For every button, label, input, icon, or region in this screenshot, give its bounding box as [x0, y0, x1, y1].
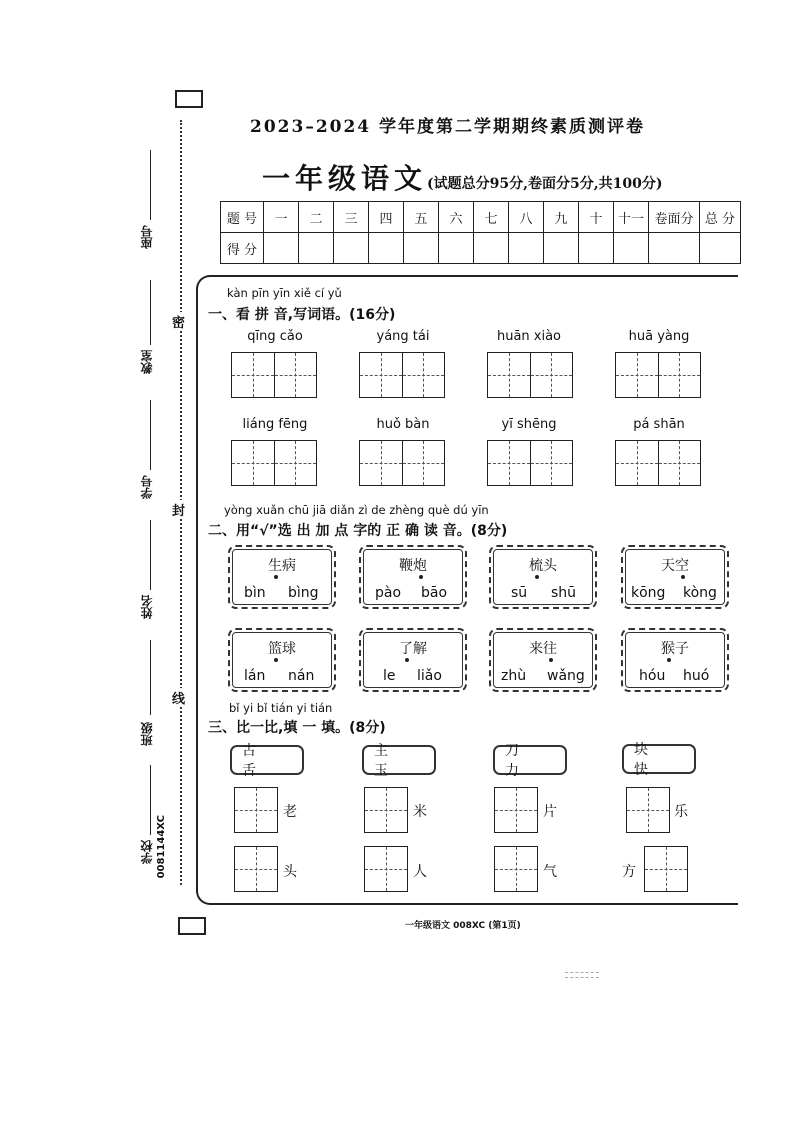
fill-box[interactable]	[494, 846, 538, 892]
hint-char: 气	[543, 864, 557, 880]
option-b[interactable]: shū	[551, 585, 577, 601]
section3-pinyin-hint: bǐ yi bǐ tián yi tián	[229, 701, 333, 715]
section2-pinyin-hint: yòng xuǎn chū jiā diǎn zì de zhèng què dú yīn	[224, 503, 489, 517]
hint-char: 片	[543, 804, 557, 820]
room-line[interactable]	[150, 280, 151, 345]
emphasis-dot	[274, 575, 278, 579]
score-col: 七	[474, 202, 509, 233]
score-col: 总 分	[700, 202, 741, 233]
option-a[interactable]: pào	[375, 585, 402, 601]
choice-word: 生病	[268, 558, 296, 574]
writing-grid[interactable]	[487, 440, 573, 486]
pinyin-label: huā yàng	[628, 329, 690, 344]
pinyin-label: yáng tái	[376, 329, 430, 344]
paper-code: 0081144XC	[156, 815, 167, 879]
choice-word: 鞭炮	[399, 558, 427, 574]
option-a[interactable]: zhù	[501, 668, 527, 684]
score-cell[interactable]	[264, 233, 299, 264]
score-cell[interactable]	[334, 233, 369, 264]
score-col: 三	[334, 202, 369, 233]
school-line[interactable]	[150, 765, 151, 835]
option-b[interactable]: bìng	[288, 585, 319, 601]
emphasis-dot	[681, 575, 685, 579]
score-cell[interactable]	[579, 233, 614, 264]
score-cell[interactable]	[544, 233, 579, 264]
option-a[interactable]: kōng	[631, 585, 666, 601]
score-row-label: 题 号	[221, 202, 264, 233]
score-col: 四	[369, 202, 404, 233]
choice-card	[489, 545, 597, 609]
hint-char: 老	[283, 804, 297, 820]
score-cell[interactable]	[474, 233, 509, 264]
section3-title: 三、比一比,填 一 填。(8分)	[208, 720, 386, 736]
pinyin-label: huǒ bàn	[376, 417, 430, 432]
section1-pinyin-hint: kàn pīn yīn xiě cí yǔ	[227, 286, 342, 300]
pinyin-label: qīng cǎo	[247, 329, 303, 344]
hint-char: 乐	[674, 804, 688, 820]
section2-title: 二、用“√”选 出 加 点 字的 正 确 读 音。(8分)	[208, 523, 508, 539]
score-col: 八	[509, 202, 544, 233]
hint-char: 方	[622, 864, 636, 880]
choice-card	[228, 545, 336, 609]
pinyin-label: yī shēng	[501, 417, 557, 432]
score-table	[220, 201, 741, 264]
page-footer: 一年级语文 008XC (第1页)	[405, 921, 521, 931]
emphasis-dot	[667, 658, 671, 662]
char-pair: 块 快	[622, 744, 696, 774]
pinyin-label: huān xiào	[496, 329, 562, 344]
emphasis-dot	[274, 658, 278, 662]
score-table-header-row	[221, 202, 741, 233]
score-cell[interactable]	[404, 233, 439, 264]
class-label: 班级	[140, 722, 154, 746]
hint-char: 米	[413, 804, 427, 820]
option-b[interactable]: kòng	[683, 585, 717, 601]
option-a[interactable]: le	[383, 668, 396, 684]
score-col: 十	[579, 202, 614, 233]
option-a[interactable]: lán	[244, 668, 266, 684]
score-cell[interactable]	[509, 233, 544, 264]
corner-mark-top	[175, 90, 203, 108]
choice-word: 梳头	[529, 558, 557, 574]
hint-char: 头	[283, 864, 297, 880]
seat-label: 座号	[140, 225, 154, 249]
char-pair: 古 舌	[230, 745, 304, 775]
room-label: 教室	[140, 350, 154, 374]
choice-card	[489, 628, 597, 692]
choice-word: 了解	[399, 641, 427, 657]
exam-title	[262, 157, 662, 197]
school-label: 学校	[140, 840, 154, 864]
choice-word: 来往	[529, 641, 557, 657]
choice-card	[621, 545, 729, 609]
option-b[interactable]: nán	[288, 668, 315, 684]
writing-grid[interactable]	[615, 440, 701, 486]
student-id-line[interactable]	[150, 400, 151, 470]
score-cell[interactable]	[649, 233, 700, 264]
name-label: 姓名	[140, 595, 154, 619]
class-line[interactable]	[150, 640, 151, 715]
fill-box[interactable]	[364, 787, 408, 833]
scan-mark	[565, 972, 599, 978]
emphasis-dot	[549, 658, 553, 662]
option-b[interactable]: wǎng	[547, 668, 585, 684]
seal-char-mi: 密	[172, 312, 185, 331]
choice-card	[228, 628, 336, 692]
option-a[interactable]: sū	[511, 585, 528, 601]
section1-title: 一、看 拼 音,写词语。(16分)	[208, 307, 396, 323]
student-id-label: 学号	[140, 475, 154, 499]
char-pair: 刀 力	[493, 745, 567, 775]
score-col: 二	[299, 202, 334, 233]
writing-grid[interactable]	[487, 352, 573, 398]
choice-card	[359, 628, 467, 692]
subject-title: 一年级语文	[262, 162, 428, 195]
writing-grid[interactable]	[231, 440, 317, 486]
fill-box[interactable]	[494, 787, 538, 833]
choice-word: 篮球	[268, 641, 296, 657]
score-col: 十一	[614, 202, 649, 233]
fill-box[interactable]	[364, 846, 408, 892]
name-line[interactable]	[150, 520, 151, 590]
option-a[interactable]: bìn	[244, 585, 266, 601]
score-cell[interactable]	[299, 233, 334, 264]
score-cell[interactable]	[614, 233, 649, 264]
choice-card	[621, 628, 729, 692]
seal-char-feng: 封	[172, 500, 185, 519]
pinyin-label: liáng fēng	[242, 417, 308, 432]
emphasis-dot	[405, 658, 409, 662]
choice-word: 天空	[661, 558, 689, 574]
fill-box[interactable]	[626, 787, 670, 833]
corner-mark-bottom	[178, 917, 206, 935]
fill-box[interactable]	[234, 787, 278, 833]
fill-box[interactable]	[644, 846, 688, 892]
score-table-entry-row	[221, 233, 741, 264]
score-col: 五	[404, 202, 439, 233]
seat-line[interactable]	[150, 150, 151, 220]
writing-grid[interactable]	[359, 440, 445, 486]
score-col: 六	[439, 202, 474, 233]
writing-grid[interactable]	[359, 352, 445, 398]
option-a[interactable]: hóu	[639, 668, 666, 684]
score-cell[interactable]	[439, 233, 474, 264]
char-pair: 主 玉	[362, 745, 436, 775]
score-col: 一	[264, 202, 299, 233]
choice-word: 猴子	[661, 641, 689, 657]
choice-card	[359, 545, 467, 609]
writing-grid[interactable]	[231, 352, 317, 398]
exam-series-title: 2023–2024 学年度第二学期期终素质测评卷	[250, 117, 646, 137]
score-col: 卷面分	[649, 202, 700, 233]
score-row-label: 得 分	[221, 233, 264, 264]
hint-char: 人	[413, 864, 427, 880]
pinyin-label: pá shān	[633, 417, 685, 432]
option-b[interactable]: liǎo	[417, 668, 442, 684]
emphasis-dot	[419, 575, 423, 579]
seal-char-xian: 线	[172, 688, 185, 707]
score-cell[interactable]	[700, 233, 741, 264]
option-b[interactable]: bāo	[421, 585, 448, 601]
score-cell[interactable]	[369, 233, 404, 264]
emphasis-dot	[535, 575, 539, 579]
score-col: 九	[544, 202, 579, 233]
option-b[interactable]: huó	[683, 668, 710, 684]
score-note: (试题总分95分,卷面分5分,共100分)	[427, 176, 663, 192]
fill-box[interactable]	[234, 846, 278, 892]
writing-grid[interactable]	[615, 352, 701, 398]
